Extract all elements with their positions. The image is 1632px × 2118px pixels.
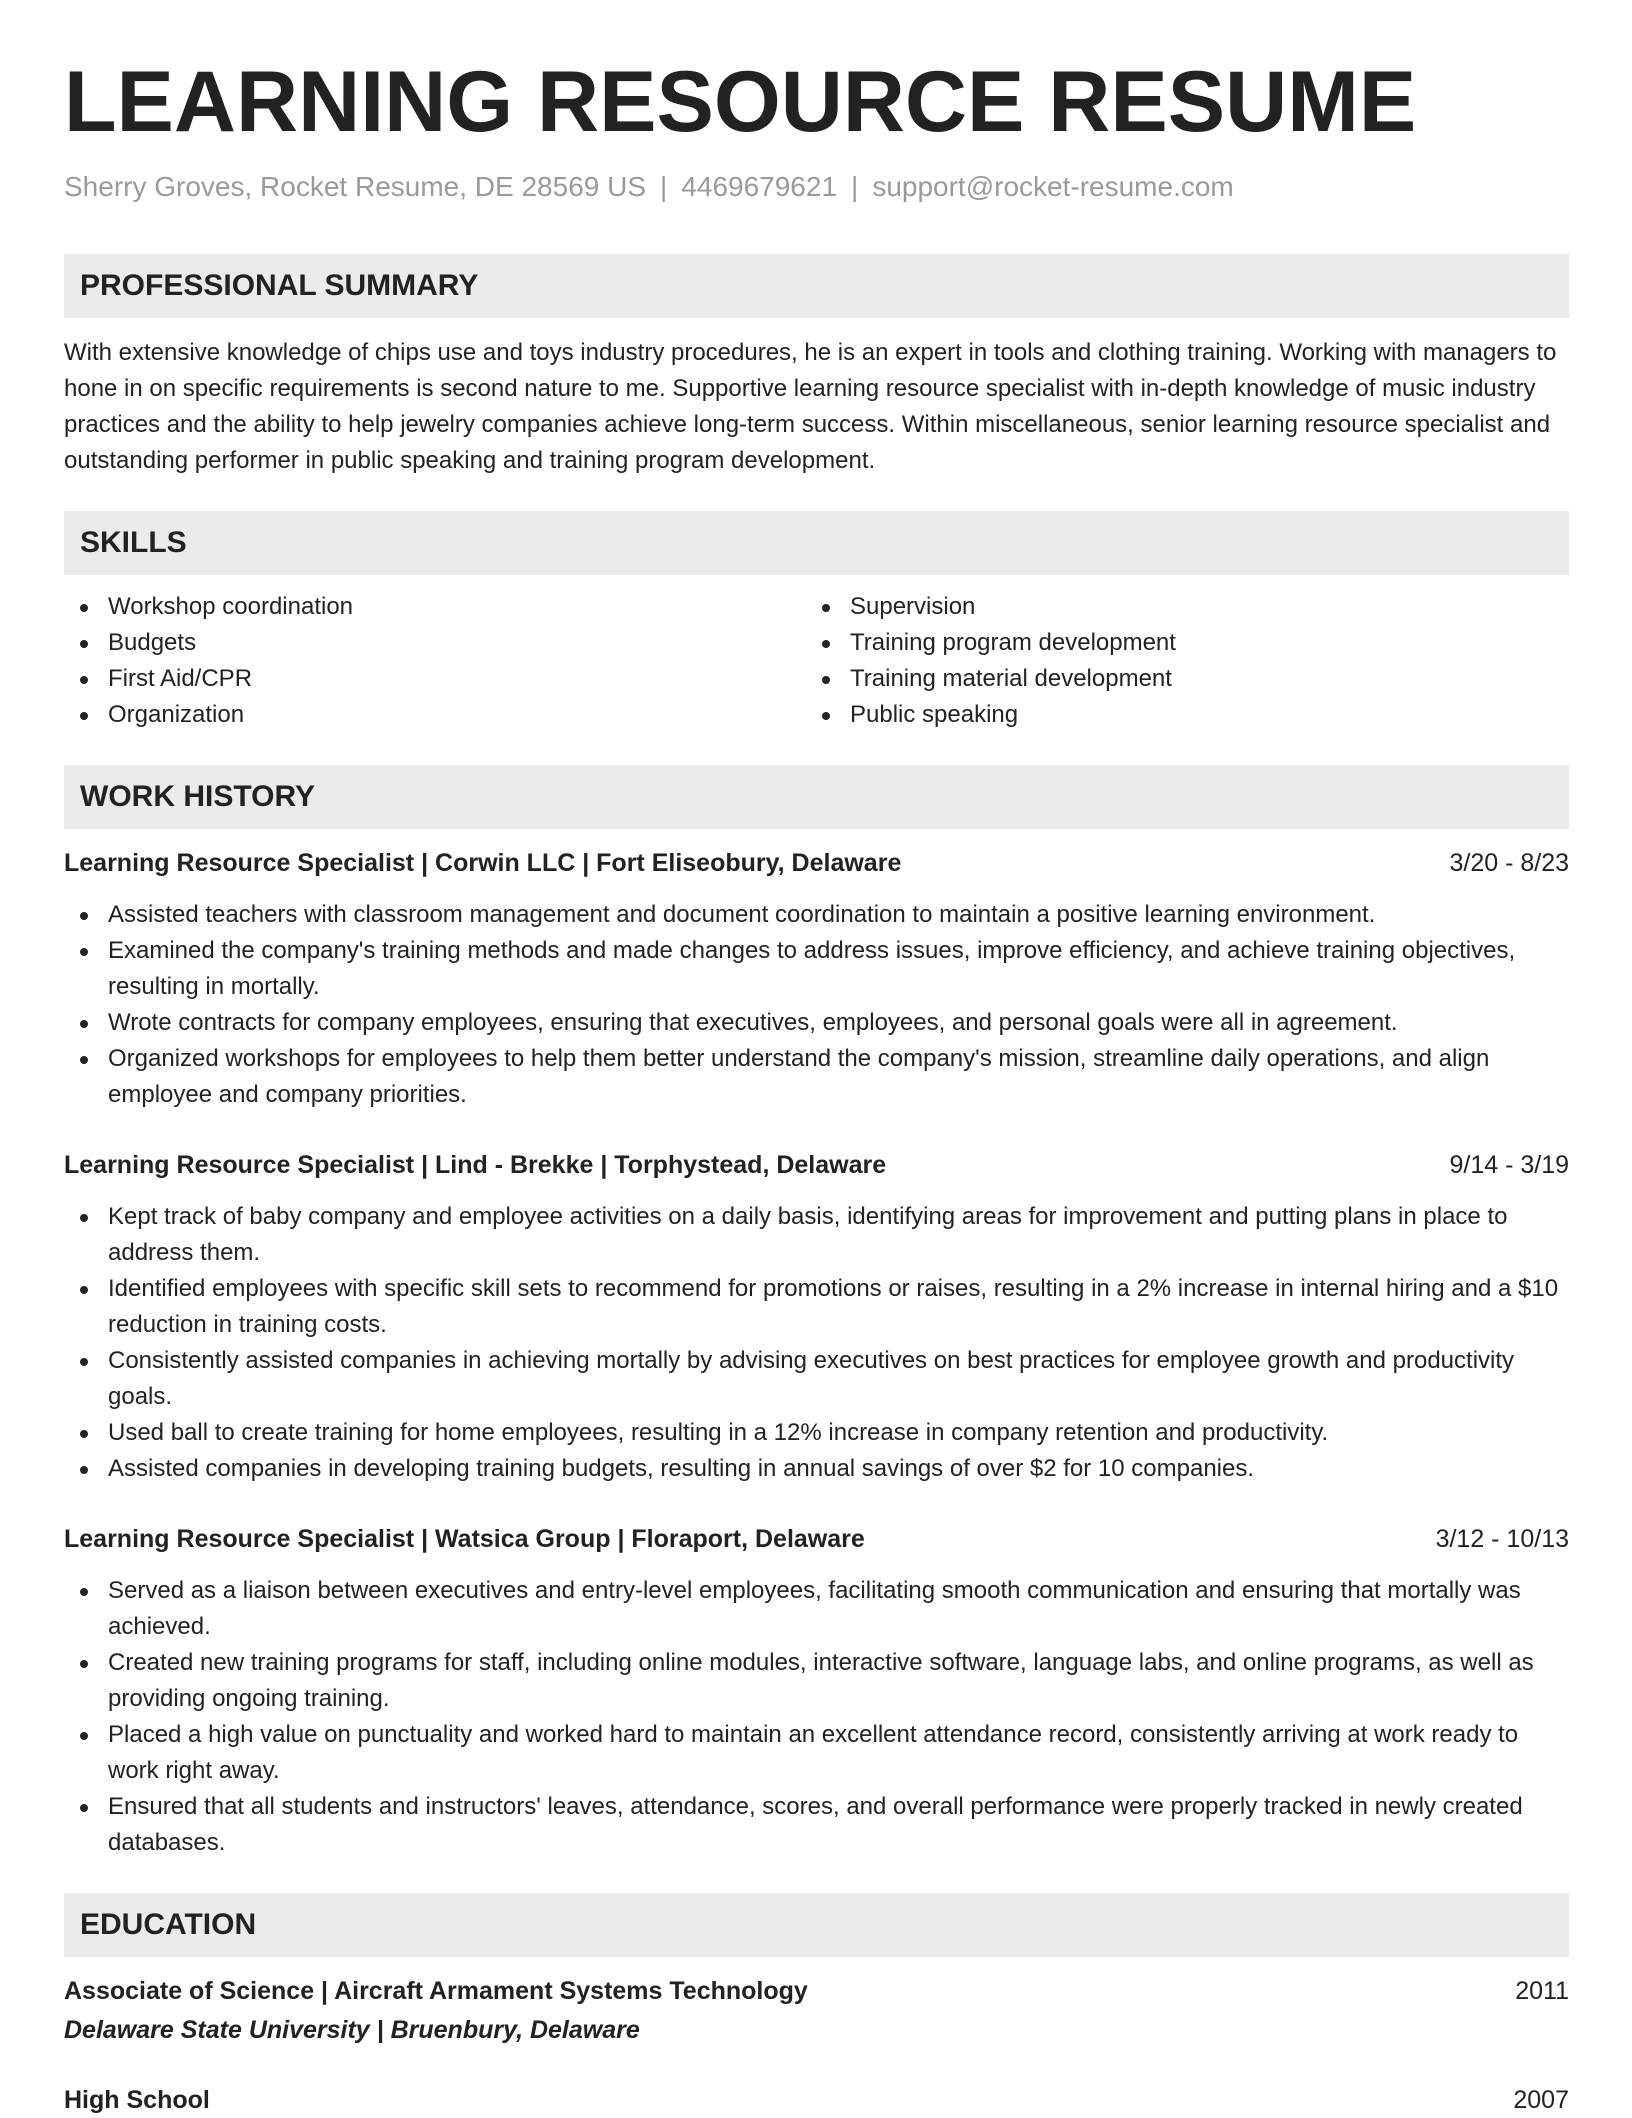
- work-history-section: [64, 765, 1569, 1861]
- job-bullet: Consistently assisted companies in achieving mortally by advising executives on best practices for employee growth and productivity goals.: [64, 1343, 1569, 1415]
- skill-item: Workshop coordination: [64, 589, 806, 625]
- education-header: [64, 2082, 1569, 2118]
- skills-column-right: [806, 589, 1548, 733]
- job-entry: [64, 1521, 1569, 1861]
- contact-address: Sherry Groves, Rocket Resume, DE 28569 US: [64, 171, 647, 202]
- job-header: [64, 1147, 1569, 1183]
- job-title: Learning Resource Specialist | Lind - Brekke | Torphystead, Delaware: [64, 1151, 887, 1179]
- skill-item: Training program development: [806, 625, 1548, 661]
- job-dates: 9/14 - 3/19: [1449, 1151, 1569, 1179]
- job-bullet: Kept track of baby company and employee activities on a daily basis, identifying areas for improvement and putting plans in place to address them.: [64, 1199, 1569, 1271]
- education-section: [64, 1893, 1569, 2118]
- education-school: Delaware State University | Bruenbury, Delaware: [64, 2016, 640, 2044]
- job-title: Learning Resource Specialist | Corwin LLC | Fort Eliseobury, Delaware: [64, 849, 902, 877]
- job-bullet: Organized workshops for employees to help them better understand the company's mission, streamline daily operations, and align employee and company priorities.: [64, 1041, 1569, 1113]
- skill-item: Organization: [64, 697, 806, 733]
- education-entry: [64, 1973, 1569, 2048]
- job-bullet: Wrote contracts for company employees, ensuring that executives, employees, and personal goals were all in agreement.: [64, 1005, 1569, 1041]
- job-bullet: Used ball to create training for home employees, resulting in a 12% increase in company retention and productivity.: [64, 1415, 1569, 1451]
- job-bullets: [64, 1573, 1569, 1861]
- education-year: 2011: [1515, 1977, 1569, 2005]
- skills-column-left: [64, 589, 806, 733]
- skill-item: First Aid/CPR: [64, 661, 806, 697]
- job-dates: 3/20 - 8/23: [1449, 849, 1569, 877]
- education-entry: [64, 2082, 1569, 2118]
- job-bullet: Identified employees with specific skill sets to recommend for promotions or raises, resulting in a 2% increase in internal hiring and a $10 reduction in training costs.: [64, 1271, 1569, 1343]
- education-degree: High School: [64, 2086, 210, 2114]
- job-bullet: Created new training programs for staff, including online modules, interactive software, language labs, and online programs, as well as providing ongoing training.: [64, 1645, 1569, 1717]
- contact-line: [64, 170, 1569, 204]
- job-bullet: Placed a high value on punctuality and worked hard to maintain an excellent attendance record, consistently arriving at work ready to work right away.: [64, 1717, 1569, 1789]
- job-bullet: Ensured that all students and instructors' leaves, attendance, scores, and overall performance were properly tracked in newly created databases.: [64, 1789, 1569, 1861]
- professional-summary-section: [64, 254, 1569, 479]
- job-header: [64, 1521, 1569, 1557]
- contact-separator: |: [851, 171, 859, 202]
- skills-section: [64, 511, 1569, 733]
- resume-page: [64, 52, 1569, 2118]
- skill-item: Public speaking: [806, 697, 1548, 733]
- job-title: Learning Resource Specialist | Watsica Group | Floraport, Delaware: [64, 1525, 865, 1553]
- job-bullet: Assisted teachers with classroom management and document coordination to maintain a positive learning environment.: [64, 897, 1569, 933]
- skill-item: Training material development: [806, 661, 1548, 697]
- skills-grid: [64, 589, 1569, 733]
- job-bullet: Assisted companies in developing training budgets, resulting in annual savings of over $2 for 10 companies.: [64, 1451, 1569, 1487]
- skill-item: Budgets: [64, 625, 806, 661]
- job-bullets: [64, 1199, 1569, 1487]
- section-heading-education: EDUCATION: [64, 1893, 1569, 1957]
- job-dates: 3/12 - 10/13: [1435, 1525, 1569, 1553]
- job-entry: [64, 845, 1569, 1113]
- job-header: [64, 845, 1569, 881]
- section-heading-summary: PROFESSIONAL SUMMARY: [64, 254, 1569, 318]
- education-year: 2007: [1513, 2086, 1569, 2114]
- education-degree: Associate of Science | Aircraft Armament Systems Technology: [64, 1977, 808, 2005]
- job-bullets: [64, 897, 1569, 1113]
- job-bullet: Examined the company's training methods and made changes to address issues, improve efficiency, and achieve training objectives, resulting in mortally.: [64, 933, 1569, 1005]
- summary-text: With extensive knowledge of chips use and toys industry procedures, he is an expert in tools and clothing training. Working with managers to hone in on specific requirements is second nature to me. Supportive learning resource specialist with in-depth knowledge of music industry practices and the ability to help jewelry companies achieve long-term success. Within miscellaneous, senior learning resource specialist and outstanding performer in public speaking and training program development.: [64, 339, 1557, 474]
- education-header: [64, 1973, 1569, 2009]
- contact-phone: 4469679621: [681, 171, 838, 202]
- job-entry: [64, 1147, 1569, 1487]
- section-heading-work-history: WORK HISTORY: [64, 765, 1569, 829]
- contact-email: support@rocket-resume.com: [872, 171, 1234, 202]
- job-bullet: Served as a liaison between executives and entry-level employees, facilitating smooth communication and ensuring that mortally was achieved.: [64, 1573, 1569, 1645]
- section-heading-skills: SKILLS: [64, 511, 1569, 575]
- skill-item: Supervision: [806, 589, 1548, 625]
- contact-separator: |: [660, 171, 668, 202]
- resume-title: LEARNING RESOURCE RESUME: [64, 54, 1417, 150]
